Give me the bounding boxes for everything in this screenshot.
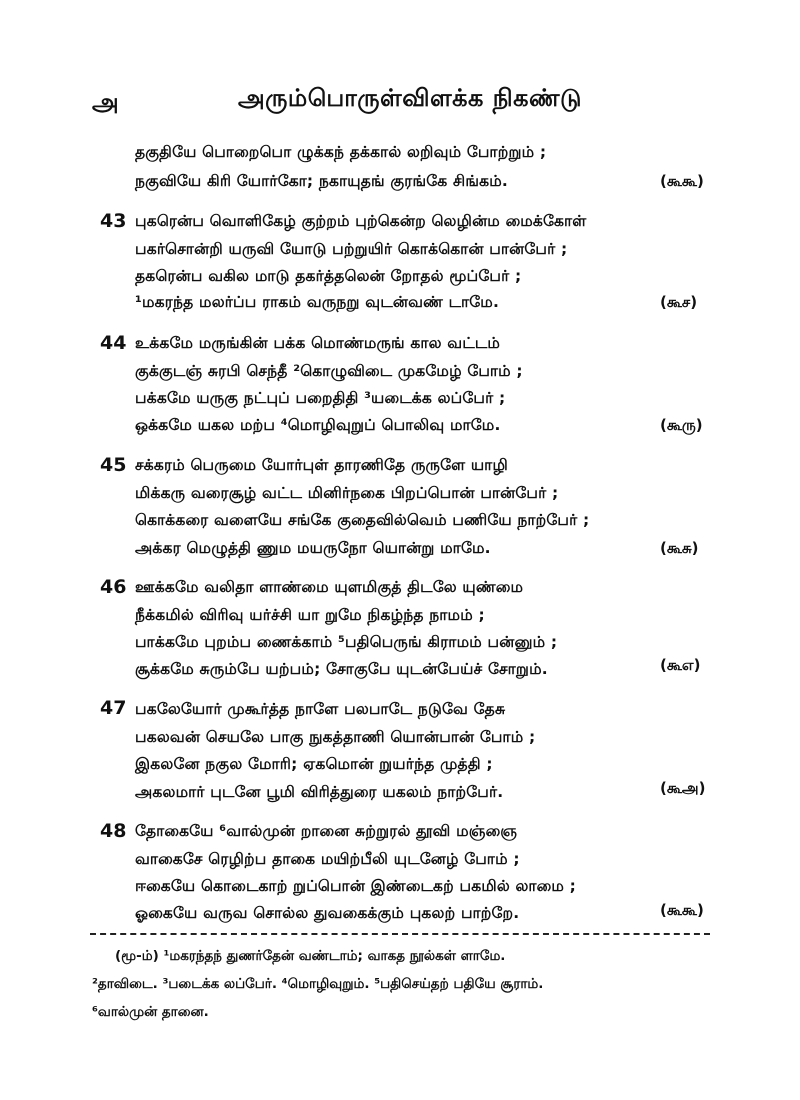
verse-line: ஓகையே வருவ சொல்ல துவகைக்கும் புகலற் பாற்றே.	[135, 904, 520, 922]
verse-marker: (கூஅ)	[660, 779, 706, 797]
footnote-divider	[90, 933, 710, 935]
verse-line: நீக்கமில் விரிவு யர்ச்சி யா றுமே நிகழ்ந்த நாமம் ;	[135, 606, 485, 624]
verse-line: சக்கரம் பெருமை யோர்புள் தாரணிதே ருருளே யாழி	[135, 456, 508, 474]
page-number: அ	[92, 88, 119, 116]
verse-marker: (கூச)	[660, 293, 698, 311]
verse-line: தகுதியே பொறைபொ ழுக்கந் தக்கால் லறிவும் போற்றும் ;	[135, 143, 547, 161]
verse-line: உக்கமே மருங்கின் பக்க மொண்மருங் கால வட்டம்	[135, 334, 501, 352]
verse-line: பக்கமே யருகு நட்புப் பறைதிதி ³யடைக்க லப்பேர் ;	[135, 389, 506, 407]
verse-number: 47	[100, 697, 127, 719]
footnote-line: ⁶வால்முன் தானை.	[92, 1004, 209, 1020]
verse-line: குக்குடஞ் சுரபி செந்தீ ²கொழுவிடை முகமேழ் போம் ;	[135, 362, 523, 380]
footnote-line: ²தாவிடை. ³படைக்க லப்பேர். ⁴மொழிவுறும். ⁵பதிசெய்தற் பதியே சூராம்.	[92, 976, 544, 992]
verse-line: இகலனே நகுல மோரி; ஏகமொன் றுயர்ந்த முத்தி ;	[135, 755, 493, 773]
verse-marker: (கூகூ)	[660, 901, 704, 919]
verse-line: ஈகையே கொடைகாற் றுப்பொன் இண்டைகற் பகமில் லாமை ;	[135, 877, 576, 895]
verse-line: அக்கர மெழுத்தி ணும மயருநோ யொன்று மாமே.	[135, 539, 491, 557]
verse-line: தோகையே ⁶வால்முன் றானை சுற்றுரல் தூவி மஞ்ஞை	[135, 822, 518, 840]
running-title: அரும்பொருள்விளக்க நிகண்டு	[238, 84, 582, 112]
verse-line: ¹மகரந்த மலர்ப்ப ராகம் வருநறு வுடன்வண் டாமே.	[135, 293, 500, 311]
verse-marker: (கூசு)	[660, 539, 699, 557]
verse-line: பகலவன் செயலே பாகு நுகத்தாணி யொன்பான் போம் ;	[135, 728, 536, 746]
verse-line: பகர்சொன்றி யருவி யோடு பற்றுயிர் கொக்கொன் பான்பேர் ;	[135, 240, 568, 258]
verse-number: 48	[100, 820, 127, 842]
verse-line: நகுவியே கிரி யோர்கோ; நகாயுதங் குரங்கே சிங்கம்.	[135, 172, 509, 190]
verse-line: வாகைசே ரெழிற்ப தாகை மயிற்பீலி யுடனேழ் போம் ;	[135, 850, 520, 868]
verse-number: 46	[100, 576, 127, 598]
verse-line: பாக்கமே புறம்ப ணைக்காம் ⁵பதிபெருங் கிராமம் பன்னும் ;	[135, 633, 558, 651]
verse-line: ஒக்கமே யகல மற்ப ⁴மொழிவுறுப் பொலிவு மாமே.	[135, 416, 501, 434]
verse-line: அகலமார் புடனே பூமி விரித்துரை யகலம் நாற்பேர்.	[135, 783, 504, 801]
verse-line: மிக்கரு வரைசூழ் வட்ட மினிர்நகை பிறப்பொன் பான்பேர் ;	[135, 484, 559, 502]
verse-marker: (கூஎ)	[660, 656, 701, 674]
verse-marker: (கூரு)	[660, 416, 703, 434]
verse-marker: (கூகூ)	[660, 172, 704, 190]
verse-line: புகரென்ப வொளிகேழ் குற்றம் புற்கென்ற லெழின்ம மைக்கோள்	[135, 212, 587, 230]
verse-number: 44	[100, 332, 127, 354]
verse-line: தகரென்ப வகில மாடு தகர்த்தலென் றோதல் மூப்பேர் ;	[135, 267, 522, 285]
footnote-line: (மூ-ம்) ¹மகரந்தந் துணர்தேன் வண்டாம்; வாகத நூல்கள் ளாமே.	[115, 948, 506, 964]
verse-number: 43	[100, 210, 127, 232]
verse-line: பகலேயோர் முகூர்த்த நாளே பலபாடே நடுவே தேசு	[135, 700, 506, 718]
verse-number: 45	[100, 454, 127, 476]
verse-line: ஊக்கமே வலிதா ளாண்மை யுளமிகுத் திடலே யுண்மை	[135, 578, 524, 596]
verse-line: சூக்கமே சுரும்பே யற்பம்; சோகுபே யுடன்பேய்ச் சோறும்.	[135, 660, 548, 678]
verse-line: கொக்கரை வளையே சங்கே குதைவில்வெம் பணியே நாற்பேர் ;	[135, 511, 590, 529]
